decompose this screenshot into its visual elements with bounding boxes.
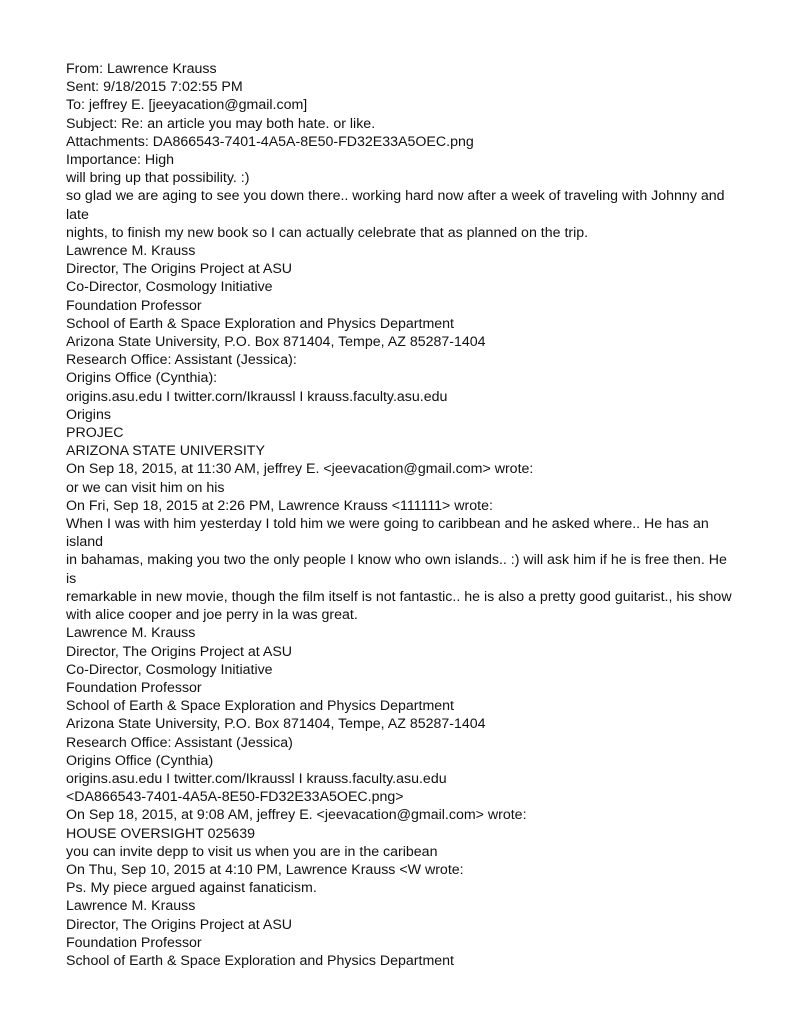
text-line: Ps. My piece argued against fanaticism. bbox=[66, 880, 317, 897]
text-line: origins.asu.edu I twitter.com/Ikraussl I krauss.faculty.asu.edu bbox=[66, 770, 447, 787]
text-line: Foundation Professor bbox=[66, 934, 202, 951]
text-line: School of Earth & Space Exploration and Physics Department bbox=[66, 698, 455, 715]
text-line: Attachments: DA866543-7401-4A5A-8E50-FD32E33A5OEC.png bbox=[66, 133, 474, 150]
text-line: Origins Office (Cynthia) bbox=[66, 752, 214, 769]
text-line: or we can visit him on his bbox=[66, 479, 225, 496]
text-line: On Sep 18, 2015, at 9:08 AM, jeffrey E. <jeevacation@gmail.com> wrote: bbox=[66, 807, 527, 824]
text-line: On Fri, Sep 18, 2015 at 2:26 PM, Lawrence Krauss <111111> wrote: bbox=[66, 497, 493, 514]
text-line: To: jeffrey E. [jeeyacation@gmail.com] bbox=[66, 97, 308, 114]
text-line: From: Lawrence Krauss bbox=[66, 61, 217, 77]
text-line: Director, The Origins Project at ASU bbox=[66, 916, 293, 933]
text-line: in bahamas, making you two the only people I know who own islands.. :) will ask him if he is free then. He is bbox=[66, 552, 731, 587]
text-line: Research Office: Assistant (Jessica): bbox=[66, 352, 297, 369]
text-line: Foundation Professor bbox=[66, 297, 202, 314]
text-line: Importance: High bbox=[66, 152, 175, 169]
text-line: Arizona State University, P.O. Box 871404, Tempe, AZ 85287-1404 bbox=[66, 334, 486, 351]
text-line: On Sep 18, 2015, at 11:30 AM, jeffrey E. <jeevacation@gmail.com> wrote: bbox=[66, 461, 534, 478]
text-line: Lawrence M. Krauss bbox=[66, 625, 196, 642]
text-line: School of Earth & Space Exploration and Physics Department bbox=[66, 315, 455, 332]
text-line: Subject: Re: an article you may both hate. or like. bbox=[66, 115, 376, 132]
text-line: School of Earth & Space Exploration and Physics Department bbox=[66, 952, 455, 969]
email-body bbox=[66, 60, 734, 970]
text-line: you can invite depp to visit us when you are in the caribean bbox=[66, 843, 438, 860]
text-line: Co-Director, Cosmology Initiative bbox=[66, 661, 273, 678]
text-line: Sent: 9/18/2015 7:02:55 PM bbox=[66, 79, 243, 96]
text-line: PROJEC bbox=[66, 425, 124, 442]
text-line: will bring up that possibility. :) bbox=[66, 170, 250, 187]
text-line: Director, The Origins Project at ASU bbox=[66, 261, 293, 278]
text-line: Co-Director, Cosmology Initiative bbox=[66, 279, 273, 296]
text-line: HOUSE OVERSIGHT 025639 bbox=[66, 825, 255, 842]
text-line: On Thu, Sep 10, 2015 at 4:10 PM, Lawrence Krauss <W wrote: bbox=[66, 861, 464, 878]
text-line: <DA866543-7401-4A5A-8E50-FD32E33A5OEC.png> bbox=[66, 789, 404, 806]
text-line: Origins Office (Cynthia): bbox=[66, 370, 218, 387]
text-line: Origins bbox=[66, 406, 111, 423]
text-line: ARIZONA STATE UNIVERSITY bbox=[66, 443, 265, 460]
text-line: When I was with him yesterday I told him we were going to caribbean and he asked where.. He has an island bbox=[66, 516, 713, 551]
text-line: Director, The Origins Project at ASU bbox=[66, 643, 293, 660]
text-line: Lawrence M. Krauss bbox=[66, 898, 196, 915]
text-line: Research Office: Assistant (Jessica) bbox=[66, 734, 293, 751]
text-line: so glad we are aging to see you down there.. working hard now after a week of traveling with Johnny and late bbox=[66, 188, 729, 223]
text-line: Lawrence M. Krauss bbox=[66, 243, 196, 260]
text-line: Arizona State University, P.O. Box 871404, Tempe, AZ 85287-1404 bbox=[66, 716, 486, 733]
text-line: with alice cooper and joe perry in la was great. bbox=[66, 607, 358, 624]
text-line: nights, to finish my new book so I can actually celebrate that as planned on the trip. bbox=[66, 224, 589, 241]
text-line: origins.asu.edu I twitter.corn/Ikraussl I krauss.faculty.asu.edu bbox=[66, 388, 448, 405]
text-line: Foundation Professor bbox=[66, 679, 202, 696]
text-line: remarkable in new movie, though the film itself is not fantastic.. he is also a pretty good guitarist., his show bbox=[66, 588, 732, 605]
